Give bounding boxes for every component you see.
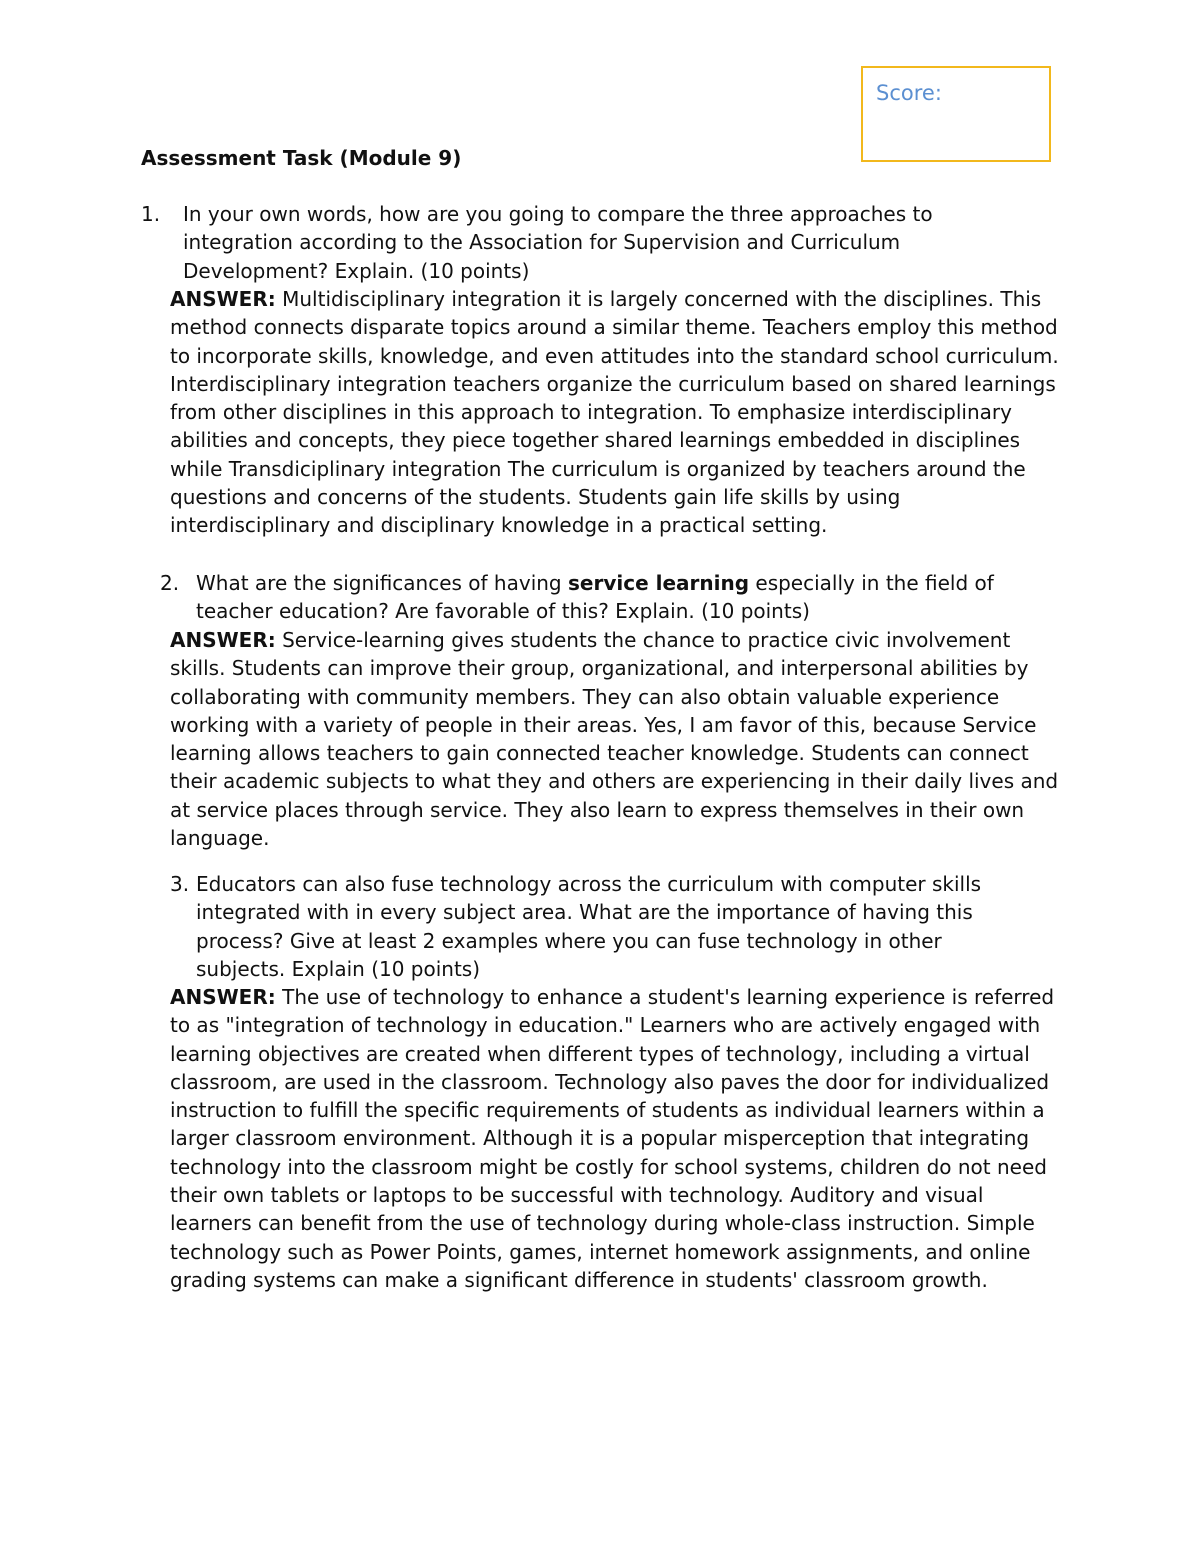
answer-2-text: Service-learning gives students the chance to practice civic involvement skills. Students can improve their group, organizational, and interpersonal abilities by collaborating with community members. They can also obtain valuable experience working with a variety of people in their areas. Yes, I am favor of this, because Service learning allows teachers to gain connected teacher knowledge. Students can connect their academic subjects to what they and others are experiencing in their daily lives and at service places through service. They also learn to express themselves in their own language. <box>170 628 1059 851</box>
answer-3-label: ANSWER: <box>170 985 276 1009</box>
question-1-text: In your own words, how are you going to compare the three approaches to integration according to the Association for Supervision and Curriculum Development? Explain. (10 points) <box>183 202 933 283</box>
answer-1-text: Multidisciplinary integration it is largely concerned with the disciplines. This method connects disparate topics around a similar theme. Teachers employ this method to incorporate skills, knowledge, and even attitudes into the standard school curriculum. Interdisciplinary integration teachers organize the curriculum based on shared learnings from other disciplines in this approach to integration. To emphasize interdisciplinary abilities and concepts, they piece together shared learnings embedded in disciplines while Transdiciplinary integration The curriculum is organized by teachers around the questions and concerns of the students. Students gain life skills by using interdisciplinary and disciplinary knowledge in a practical setting. <box>170 287 1059 538</box>
question-3-text: Educators can also fuse technology across the curriculum with computer skills integrated with in every subject area. What are the importance of having this process? Give at least 2 examples where you can fuse technology in other subjects. Explain (10 points) <box>196 872 982 981</box>
question-1-number: 1. <box>141 202 161 226</box>
score-label: Score: <box>876 81 942 105</box>
question-2-text <box>196 569 1026 626</box>
question-2-number: 2. <box>160 571 180 595</box>
page-title: Assessment Task (Module 9) <box>141 146 462 170</box>
score-box <box>861 66 1051 162</box>
answer-3-text: The use of technology to enhance a student's learning experience is referred to as "integration of technology in education." Learners who are actively engaged with learning objectives are created when different types of technology, including a virtual classroom, are used in the classroom. Technology also paves the door for individualized instruction to fulfill the specific requirements of students as individual learners within a larger classroom environment. Although it is a popular misperception that integrating technology into the classroom might be costly for school systems, children do not need their own tablets or laptops to be successful with technology. Auditory and visual learners can benefit from the use of technology during whole-class instruction. Simple technology such as Power Points, games, internet homework assignments, and online grading systems can make a significant difference in students' classroom growth. <box>170 985 1055 1292</box>
question-2-highlight: service learning <box>567 571 750 595</box>
question-2-text-after: especially in the field of teacher education? Are favorable of this? Explain. (10 points) <box>196 571 994 624</box>
answer-2 <box>170 626 1060 852</box>
answer-2-label: ANSWER: <box>170 628 276 652</box>
question-2-text-before: What are the significances of having <box>196 571 562 595</box>
question-3-number: 3. <box>170 872 190 896</box>
answer-1 <box>170 285 1060 540</box>
answer-3 <box>170 983 1060 1294</box>
answer-1-label: ANSWER: <box>170 287 276 311</box>
